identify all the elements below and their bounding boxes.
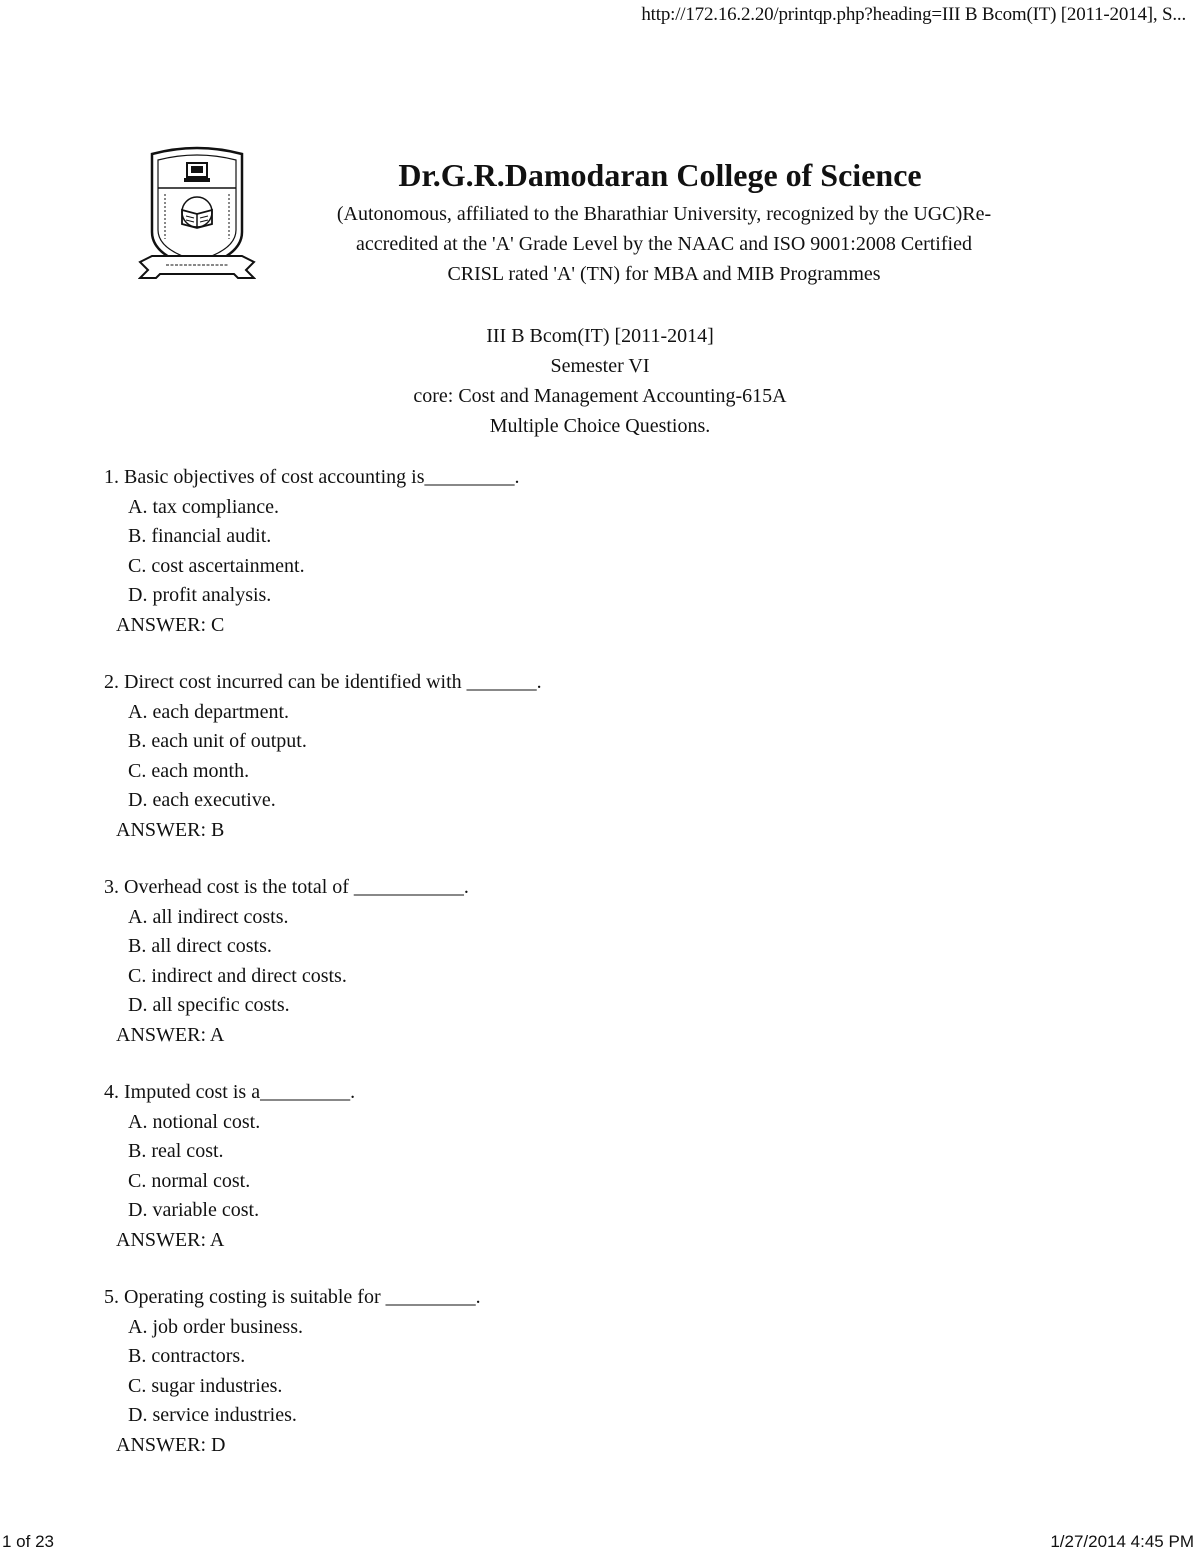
answer: ANSWER: C bbox=[116, 613, 225, 636]
option-a: A. notional cost. bbox=[128, 1110, 261, 1133]
question-5 bbox=[104, 1283, 1004, 1460]
print-url-header: http://172.16.2.20/printqp.php?heading=III B Bcom(IT) [2011-2014], S... bbox=[641, 4, 1186, 25]
option-c: C. each month. bbox=[128, 759, 250, 782]
answer: ANSWER: D bbox=[116, 1433, 226, 1456]
question-text: 2. Direct cost incurred can be identified with _______. bbox=[104, 671, 542, 693]
exam-type: Multiple Choice Questions. bbox=[489, 415, 711, 437]
college-crest-logo bbox=[138, 144, 256, 286]
option-d: D. profit analysis. bbox=[128, 584, 272, 606]
option-d: D. service industries. bbox=[128, 1404, 297, 1426]
option-b: B. contractors. bbox=[128, 1345, 246, 1367]
option-a: A. tax compliance. bbox=[128, 495, 280, 518]
college-name: Dr.G.R.Damodaran College of Science bbox=[398, 157, 922, 193]
option-b: B. financial audit. bbox=[128, 525, 272, 547]
exam-subject: core: Cost and Management Accounting-615A bbox=[413, 385, 787, 407]
exam-class: III B Bcom(IT) [2011-2014] bbox=[486, 325, 714, 347]
question-text: 3. Overhead cost is the total of ___________. bbox=[104, 876, 469, 898]
option-c: C. sugar industries. bbox=[128, 1374, 283, 1397]
option-b: B. real cost. bbox=[128, 1140, 224, 1162]
question-text: 1. Basic objectives of cost accounting is_________. bbox=[104, 466, 520, 488]
option-d: D. all specific costs. bbox=[128, 994, 290, 1016]
question-4 bbox=[104, 1078, 1004, 1255]
college-accreditation bbox=[272, 199, 1056, 289]
option-a: A. job order business. bbox=[128, 1315, 303, 1338]
accreditation-line-3: CRISL rated 'A' (TN) for MBA and MIB Programmes bbox=[447, 263, 881, 285]
option-a: A. each department. bbox=[128, 700, 290, 723]
question-1 bbox=[104, 463, 1004, 640]
option-d: D. variable cost. bbox=[128, 1199, 260, 1221]
question-text: 5. Operating costing is suitable for _________. bbox=[104, 1286, 481, 1308]
question-text: 4. Imputed cost is a_________. bbox=[104, 1081, 356, 1103]
option-c: C. normal cost. bbox=[128, 1169, 251, 1192]
answer: ANSWER: B bbox=[116, 818, 225, 841]
accreditation-line-1: (Autonomous, affiliated to the Bharathiar University, recognized by the UGC)Re- bbox=[336, 203, 992, 225]
question-2 bbox=[104, 668, 1004, 845]
option-c: C. indirect and direct costs. bbox=[128, 964, 347, 987]
question-3 bbox=[104, 873, 1004, 1050]
print-datetime: 1/27/2014 4:45 PM bbox=[1050, 1532, 1194, 1551]
option-a: A. all indirect costs. bbox=[128, 905, 289, 928]
option-b: B. each unit of output. bbox=[128, 730, 307, 752]
option-b: B. all direct costs. bbox=[128, 935, 272, 957]
page-counter: 1 of 23 bbox=[2, 1532, 54, 1551]
exam-info bbox=[0, 321, 1200, 441]
accreditation-line-2: accredited at the 'A' Grade Level by the NAAC and ISO 9001:2008 Certified bbox=[356, 233, 972, 255]
question-list bbox=[104, 463, 1004, 1488]
answer: ANSWER: A bbox=[116, 1228, 225, 1251]
answer: ANSWER: A bbox=[116, 1023, 225, 1046]
exam-semester: Semester VI bbox=[550, 355, 650, 377]
option-c: C. cost ascertainment. bbox=[128, 554, 305, 577]
option-d: D. each executive. bbox=[128, 789, 276, 811]
